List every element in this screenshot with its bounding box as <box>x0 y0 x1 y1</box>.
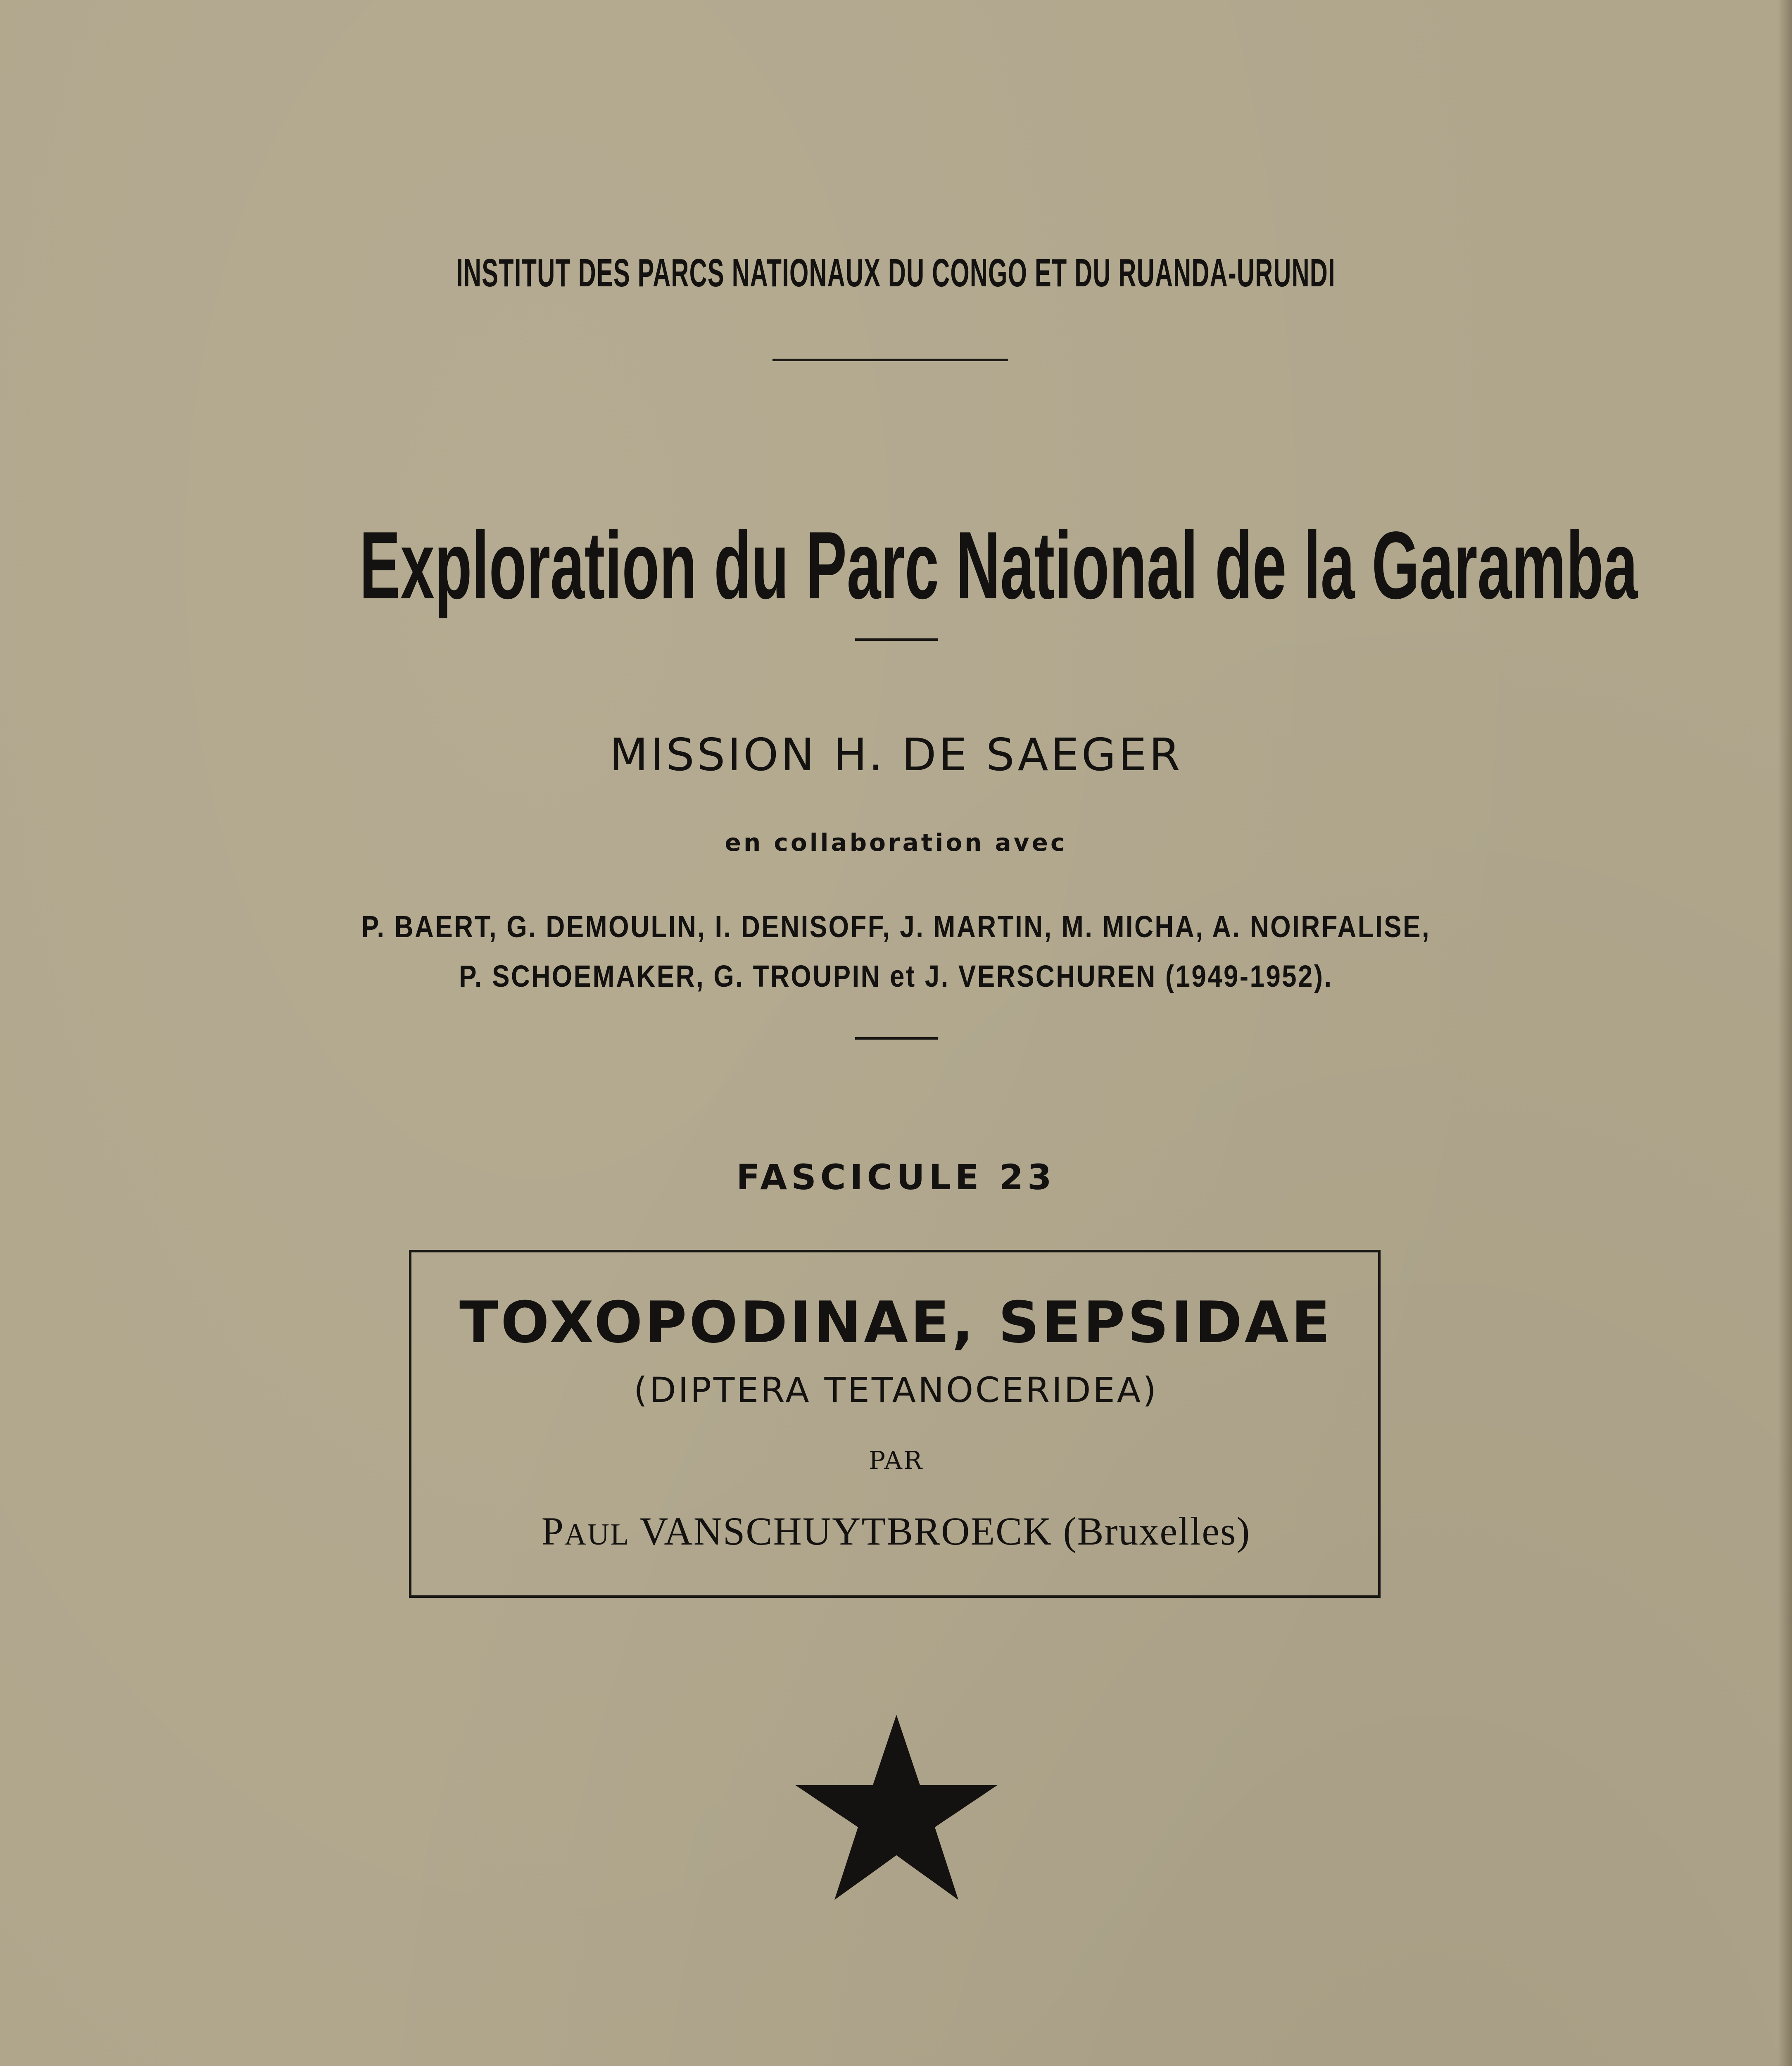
author-city: (Bruxelles) <box>1063 1509 1251 1553</box>
institute-heading <box>0 250 1792 296</box>
collaborators-line-1-text: P. BAERT, G. DEMOULIN, I. DENISOFF, J. MARTIN, M. MICHA, A. NOIRFALISE, <box>361 909 1431 944</box>
series-title <box>0 510 1792 621</box>
subtitle: (DIPTERA TETANOCERIDEA) <box>634 1370 1158 1410</box>
star-icon-svg <box>795 1715 998 1909</box>
collaborators-line-2-text: P. SCHOEMAKER, G. TROUPIN et J. VERSCHUREN (1949-1952). <box>459 959 1333 993</box>
author-first-initial: P <box>541 1509 565 1553</box>
series-title-text: Exploration du Parc National de la Garamba <box>359 512 1638 619</box>
by-label: PAR <box>868 1446 924 1475</box>
author-first-rest: AUL <box>564 1518 630 1552</box>
collaboration-label: en collaboration avec <box>725 828 1067 857</box>
main-title: TOXOPODINAE, SEPSIDAE <box>459 1289 1333 1356</box>
fascicule-number: FASCICULE 23 <box>736 1157 1056 1197</box>
collaborators-line-1 <box>0 909 1792 945</box>
star-icon <box>795 1715 998 1909</box>
author-line <box>0 1508 1792 1554</box>
institute-text: INSTITUT DES PARCS NATIONAUX DU CONGO ET DU RUANDA-URUNDI <box>456 251 1336 295</box>
collaborators-line-2 <box>0 959 1792 995</box>
rule-under-institute <box>772 359 1008 361</box>
rule-under-series-title <box>855 638 938 641</box>
rule-under-collaborators <box>855 1037 938 1040</box>
mission-heading: MISSION H. DE SAEGER <box>609 729 1183 781</box>
author-last-name: VANSCHUYTBROECK <box>639 1509 1053 1553</box>
page-edge-shadow <box>1778 0 1792 2066</box>
